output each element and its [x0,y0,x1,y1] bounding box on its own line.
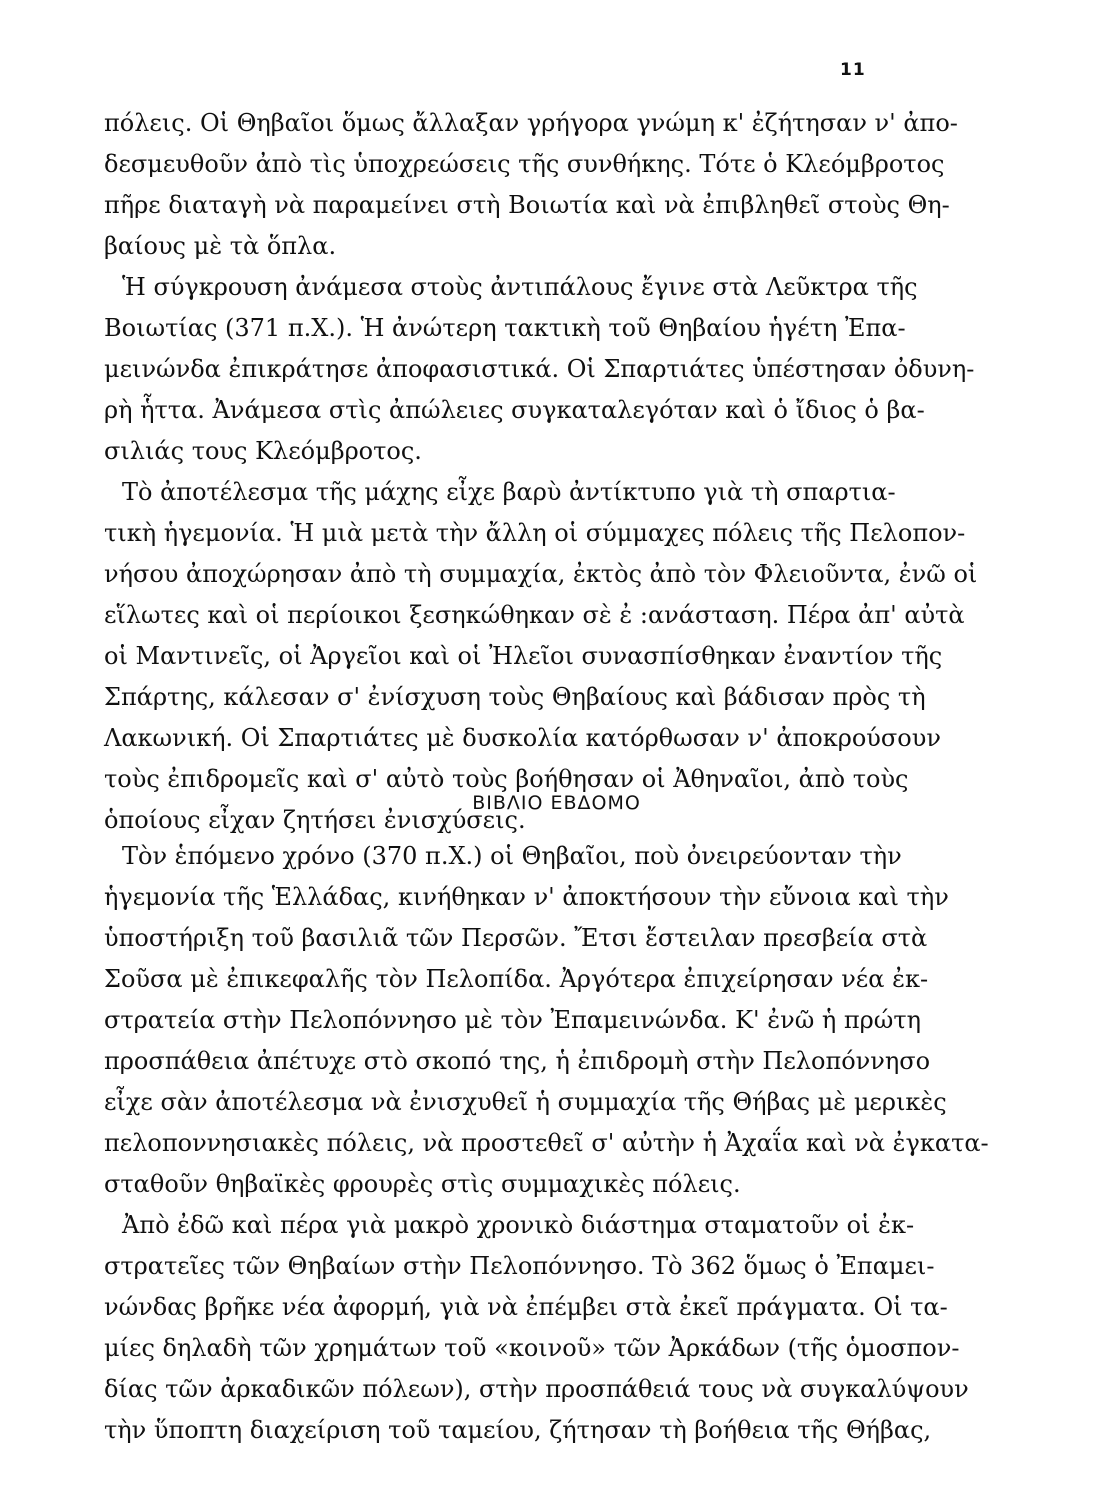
text-line: τικὴ ἡγεμονία. Ἡ μιὰ μετὰ τὴν ἄλλη οἱ σύμμαχες πόλεις τῆς Πελοπον- [104,519,966,547]
text-line: Ἀπὸ ἐδῶ καὶ πέρα γιὰ μακρὸ χρονικὸ διάστημα σταματοῦν οἱ ἐκ- [122,1211,915,1239]
text-line: Σοῦσα μὲ ἐπικεφαλῆς τὸν Πελοπίδα. Ἀργότερα ἐπιχείρησαν νέα ἐκ- [104,965,929,993]
text-line: σταθοῦν θηβαϊκὲς φρουρὲς στὶς συμμαχικὲς πόλεις. [104,1170,741,1198]
text-line: νώνδας βρῆκε νέα ἀφορμή, γιὰ νὰ ἐπέμβει στὰ ἐκεῖ πράγματα. Οἱ τα- [104,1293,948,1321]
text-line: πόλεις. Οἱ Θηβαῖοι ὅμως ἄλλαξαν γρήγορα γνώμη κ' ἐζήτησαν ν' ἀπο- [104,109,958,137]
text-line: Τὸν ἑπόμενο χρόνο (370 π.Χ.) οἱ Θηβαῖοι, ποὺ ὀνειρεύονταν τὴν [122,842,902,870]
text-line: ρὴ ἧττα. Ἀνάμεσα στὶς ἀπώλειες συγκαταλεγόταν καὶ ὁ ἴδιος ὁ βα- [104,396,925,424]
body-text-part-two [104,836,989,1451]
text-line: Ἡ σύγκρουση ἀνάμεσα στοὺς ἀντιπάλους ἔγινε στὰ Λεῦκτρα τῆς [122,273,918,301]
text-line: τοὺς ἐπιδρομεῖς καὶ σ' αὐτὸ τοὺς βοήθησαν οἱ Ἀθηναῖοι, ἀπὸ τοὺς [104,765,909,793]
text-line: Βοιωτίας (371 π.Χ.). Ἡ ἀνώτερη τακτικὴ τοῦ Θηβαίου ἡγέτη Ἐπα- [104,314,906,342]
section-title: ΒΙΒΛΙΟ ΕΒΔΟΜΟ [472,792,641,814]
text-line: στρατεῖες τῶν Θηβαίων στὴν Πελοπόννησο. Τὸ 362 ὅμως ὁ Ἐπαμει- [104,1252,935,1280]
text-line: νήσου ἀποχώρησαν ἀπὸ τὴ συμμαχία, ἐκτὸς ἀπὸ τὸν Φλειοῦντα, ἐνῶ οἱ [104,560,978,588]
text-line: δίας τῶν ἀρκαδικῶν πόλεων), στὴν προσπάθειά τους νὰ συγκαλύψουν [104,1375,969,1403]
text-line: ἡγεμονία τῆς Ἑλλάδας, κινήθηκαν ν' ἀποκτήσουν τὴν εὔνοια καὶ τὴν [104,883,949,911]
text-line: πελοποννησιακὲς πόλεις, νὰ προστεθεῖ σ' αὐτὴν ἡ Ἀχαΐα καὶ νὰ ἐγκατα- [104,1129,989,1157]
text-line: σιλιάς τους Κλεόμβροτος. [104,437,422,465]
text-line: εἶχε σὰν ἀποτέλεσμα νὰ ἐνισχυθεῖ ἡ συμμαχία τῆς Θήβας μὲ μερικὲς [104,1088,947,1116]
text-line: εἵλωτες καὶ οἱ περίοικοι ξεσηκώθηκαν σὲ ἐ :ανάσταση. Πέρα ἀπ' αὐτὰ [104,601,965,629]
text-line: ὑποστήριξη τοῦ βασιλιᾶ τῶν Περσῶν. Ἔτσι ἔστειλαν πρεσβεία στὰ [104,924,928,952]
text-line: Σπάρτης, κάλεσαν σ' ἐνίσχυση τοὺς Θηβαίους καὶ βάδισαν πρὸς τὴ [104,683,926,711]
text-line: βαίους μὲ τὰ ὅπλα. [104,232,337,260]
text-line: Λακωνική. Οἱ Σπαρτιάτες μὲ δυσκολία κατόρθωσαν ν' ἀποκρούσουν [104,724,941,752]
text-line: τὴν ὕποπτη διαχείριση τοῦ ταμείου, ζήτησαν τὴ βοήθεια τῆς Θήβας, [104,1416,932,1444]
page-number: 11 [840,60,866,80]
text-line: ὁποίους εἶχαν ζητήσει ἐνισχύσεις. [104,806,526,834]
text-line: οἱ Μαντινεῖς, οἱ Ἀργεῖοι καὶ οἱ Ἠλεῖοι συνασπίσθηκαν ἐναντίον τῆς [104,642,943,670]
text-line: μίες δηλαδὴ τῶν χρημάτων τοῦ «κοινοῦ» τῶν Ἀρκάδων (τῆς ὁμοσπον- [104,1334,960,1362]
text-line: προσπάθεια ἀπέτυχε στὸ σκοπό της, ἡ ἐπιδρομὴ στὴν Πελοπόννησο [104,1047,931,1075]
text-line: δεσμευθοῦν ἀπὸ τὶς ὑποχρεώσεις τῆς συνθήκης. Τότε ὁ Κλεόμβροτος [104,150,945,178]
text-line: μεινώνδα ἐπικράτησε ἀποφασιστικά. Οἱ Σπαρτιάτες ὑπέστησαν ὀδυνη- [104,355,975,383]
text-line: πῆρε διαταγὴ νὰ παραμείνει στὴ Βοιωτία καὶ νὰ ἐπιβληθεῖ στοὺς Θη- [104,191,950,219]
text-line: στρατεία στὴν Πελοπόννησο μὲ τὸν Ἐπαμεινώνδα. Κ' ἐνῶ ἡ πρώτη [104,1006,922,1034]
body-text-part-one [104,103,978,841]
text-line: Τὸ ἀποτέλεσμα τῆς μάχης εἶχε βαρὺ ἀντίκτυπο γιὰ τὴ σπαρτια- [122,478,896,506]
